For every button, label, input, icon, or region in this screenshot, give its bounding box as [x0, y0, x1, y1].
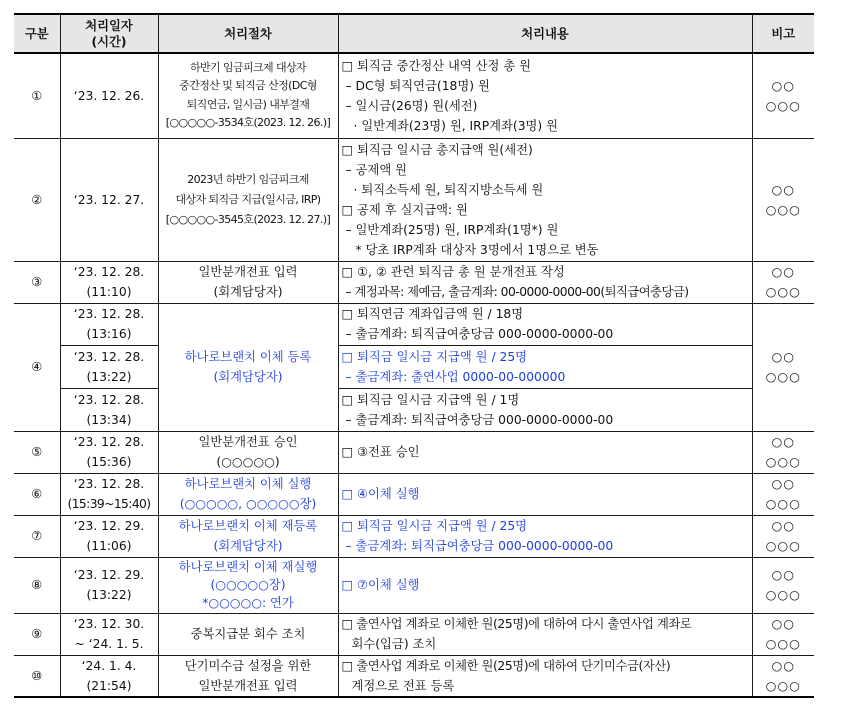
content-line: – DC형 퇴직연금(18명) 원: [345, 78, 490, 93]
date-line: (11:10): [86, 285, 132, 299]
row-number: ⑤: [14, 431, 60, 473]
row-date: [60, 303, 158, 345]
content-line: · 일반계좌(23명) 원, IRP계좌(3명) 원: [353, 118, 558, 133]
note-line: ○○○: [765, 455, 801, 469]
step-line: 하나로브랜치 이체 재등록: [178, 519, 318, 533]
date-line: (15:39~15:40): [67, 497, 151, 511]
note-line: ○○○: [765, 539, 801, 553]
table-row: [14, 138, 814, 261]
row-date: [60, 261, 158, 303]
row-step: [158, 431, 338, 473]
note-line: ○○: [771, 477, 795, 491]
note-line: ○○: [771, 435, 795, 449]
content-line: * 당초 IRP계좌 대상자 3명에서 1명으로 변동: [355, 242, 599, 257]
row-note: [752, 655, 814, 697]
row-note: [752, 303, 814, 431]
note-line: ○○: [771, 617, 795, 631]
content-line: 계정으로 전표 등록: [351, 678, 455, 693]
row-number: ⑥: [14, 473, 60, 515]
row-content: [338, 345, 752, 388]
header-date-line: 처리일자: [85, 18, 133, 33]
row-content: [338, 431, 752, 473]
step-line: 하나로브랜치 이체 등록: [184, 350, 312, 364]
step-line: (회계담당자): [213, 285, 283, 299]
step-line: 단기미수금 설정을 위한: [184, 658, 312, 673]
step-line: *○○○○○: 연가: [202, 596, 294, 610]
step-line: [○○○○○-3545호(2023. 12. 27.)]: [165, 212, 331, 226]
row-date: [60, 53, 158, 138]
header-no: 구분: [14, 14, 60, 53]
row-step: [158, 473, 338, 515]
content-line: □ ①, ② 관련 퇴직금 총 원 분개전표 작성: [341, 265, 565, 279]
table-row: [14, 473, 814, 515]
content-line: □ 퇴직금 일시금 총지급액 원(세전): [341, 142, 533, 157]
row-note: [752, 53, 814, 138]
date-line: ‘23. 12. 29.: [73, 519, 145, 533]
date-line: ‘24. 1. 4.: [81, 658, 137, 673]
table-row: [14, 613, 814, 655]
content-line: □ 출연사업 계좌로 이체한 원(25명)에 대하여 단기미수금(자산): [341, 658, 671, 673]
date-line: ~ ‘24. 1. 5.: [74, 637, 144, 651]
procedure-table: [14, 13, 814, 698]
content-line: □ 퇴직금 일시금 지급액 원 / 1명: [341, 392, 520, 407]
row-number: ⑧: [14, 557, 60, 613]
row-date: [60, 655, 158, 697]
content-line: □ 공제 후 실지급액: 원: [341, 202, 468, 217]
date-line: ‘23. 12. 28.: [73, 435, 145, 449]
row-number: ②: [14, 138, 60, 261]
content-line: □ ⑦이체 실행: [341, 578, 420, 592]
row-note: [752, 613, 814, 655]
content-line: □ 퇴직연금 계좌입금액 원 / 18명: [341, 307, 524, 321]
date-line: (13:22): [86, 588, 132, 602]
row-content: [338, 655, 752, 697]
content-line: – 출금계좌: 퇴직급여충당금 000-0000-0000-00: [345, 412, 614, 427]
step-line: 중간정산 및 퇴직금 산정(DC형: [179, 79, 317, 93]
row-content: [338, 557, 752, 613]
note-line: ○○: [771, 350, 795, 364]
content-line: – 출금계좌: 출연사업 0000-00-000000: [345, 369, 566, 384]
note-line: ○○: [771, 519, 795, 533]
date-line: ‘23. 12. 28.: [73, 392, 145, 407]
row-note: [752, 557, 814, 613]
step-line: 2023년 하반기 임금피크제: [187, 172, 309, 186]
header-note: 비고: [752, 14, 814, 53]
note-line: ○○: [771, 265, 795, 279]
content-line: □ 출연사업 계좌로 이체한 원(25명)에 대하여 다시 출연사업 계좌로: [341, 617, 692, 631]
note-line: ○○○: [765, 637, 801, 651]
row-number: ⑦: [14, 515, 60, 557]
date-line: ‘23. 12. 28.: [73, 477, 145, 491]
table-row: [14, 303, 814, 345]
row-step: [158, 138, 338, 261]
step-line: 중복지급분 회수 조치: [190, 627, 306, 641]
header-date-line: (시간): [91, 34, 127, 49]
header-date: [60, 14, 158, 53]
step-line: (○○○○○장): [210, 578, 286, 592]
date-line: (13:34): [86, 412, 132, 427]
row-content: [338, 303, 752, 345]
header-row: [14, 14, 814, 53]
row-content: [338, 261, 752, 303]
date-line: ‘23. 12. 27.: [73, 192, 145, 207]
content-line: □ 퇴직금 중간정산 내역 산정 총 원: [341, 58, 531, 73]
header-content: 처리내용: [338, 14, 752, 53]
date-line: ‘23. 12. 29.: [73, 568, 145, 582]
date-line: (13:22): [86, 369, 132, 384]
row-number: ④: [14, 303, 60, 431]
step-line: (회계담당자): [213, 539, 283, 553]
row-date: [60, 473, 158, 515]
date-line: (21:54): [86, 678, 132, 693]
row-date: [60, 557, 158, 613]
row-step: [158, 613, 338, 655]
row-content: [338, 53, 752, 138]
step-line: 대상자 퇴직금 지급(일시금, IRP): [175, 192, 321, 206]
table-row: [14, 557, 814, 613]
row-content: [338, 138, 752, 261]
row-content: [338, 388, 752, 431]
content-line: 회수(입금) 조치: [351, 637, 437, 651]
row-content: [338, 515, 752, 557]
note-line: ○○○: [765, 497, 801, 511]
date-line: ‘23. 12. 28.: [73, 349, 145, 364]
note-line: ○○: [771, 568, 795, 582]
row-note: [752, 138, 814, 261]
date-line: ‘23. 12. 28.: [73, 307, 145, 321]
note-line: ○○○: [765, 98, 801, 113]
content-line: □ ④이체 실행: [341, 487, 420, 501]
note-line: ○○○: [765, 678, 801, 693]
note-line: ○○: [771, 78, 795, 93]
content-line: – 출금계좌: 퇴직급여충당금 000-0000-0000-00: [345, 327, 614, 341]
table-row: [14, 345, 814, 388]
note-line: ○○○: [765, 285, 801, 299]
row-date: [60, 431, 158, 473]
step-line: 일반분개전표 승인: [198, 435, 298, 449]
row-step: [158, 557, 338, 613]
note-line: ○○○: [765, 202, 801, 217]
step-line: (○○○○○): [216, 455, 280, 469]
step-line: 일반분개전표 입력: [198, 678, 298, 693]
row-number: ⑨: [14, 613, 60, 655]
content-line: □ 퇴직금 일시금 지급액 원 / 25명: [341, 519, 528, 533]
row-date: [60, 515, 158, 557]
step-line: (회계담당자): [213, 370, 283, 384]
table-row: [14, 53, 814, 138]
date-line: (13:16): [86, 327, 132, 341]
row-step: [158, 53, 338, 138]
content-line: □ ③전표 승인: [341, 445, 420, 459]
content-line: – 일시금(26명) 원(세전): [345, 98, 478, 113]
date-line: (15:36): [86, 455, 132, 469]
table-row: [14, 431, 814, 473]
table-row: [14, 655, 814, 697]
row-number: ③: [14, 261, 60, 303]
content-line: – 공제액 원: [345, 162, 407, 177]
table-row: [14, 388, 814, 431]
row-step: [158, 303, 338, 431]
content-line: · 퇴직소득세 원, 퇴직지방소득세 원: [353, 182, 544, 197]
row-date: [60, 388, 158, 431]
note-line: ○○: [771, 182, 795, 197]
step-line: 퇴직연금, 일시금) 내부결재: [186, 97, 310, 111]
row-number: ⑩: [14, 655, 60, 697]
row-note: [752, 515, 814, 557]
note-line: ○○○: [765, 588, 801, 602]
row-number: ①: [14, 53, 60, 138]
step-line: [○○○○○-3534호(2023. 12. 26.)]: [165, 116, 331, 130]
date-line: ‘23. 12. 26.: [73, 88, 145, 103]
step-line: 하반기 임금피크제 대상자: [189, 60, 307, 74]
date-line: (11:06): [86, 539, 132, 553]
date-line: ‘23. 12. 28.: [73, 265, 145, 279]
table-row: [14, 261, 814, 303]
row-step: [158, 515, 338, 557]
content-line: – 일반계좌(25명) 원, IRP계좌(1명*) 원: [345, 222, 559, 237]
row-date: [60, 613, 158, 655]
content-line: – 출금계좌: 퇴직급여충당금 000-0000-0000-00: [345, 539, 614, 553]
note-line: ○○○: [765, 370, 801, 384]
header-step: 처리절차: [158, 14, 338, 53]
content-line: – 계정과목: 제예금, 출금계좌: 00-0000-0000-00(퇴직급여충당금): [345, 285, 689, 299]
row-date: [60, 138, 158, 261]
step-line: 하나로브랜치 이체 재실행: [178, 560, 318, 574]
step-line: 일반분개전표 입력: [198, 265, 298, 279]
row-note: [752, 431, 814, 473]
table-row: [14, 515, 814, 557]
row-date: [60, 345, 158, 388]
step-line: (○○○○○, ○○○○○장): [179, 497, 317, 511]
row-content: [338, 613, 752, 655]
row-step: [158, 261, 338, 303]
row-note: [752, 473, 814, 515]
date-line: ‘23. 12. 30.: [73, 617, 145, 631]
content-line: □ 퇴직금 일시금 지급액 원 / 25명: [341, 349, 528, 364]
row-content: [338, 473, 752, 515]
note-line: ○○: [771, 658, 795, 673]
step-line: 하나로브랜치 이체 실행: [184, 477, 312, 491]
row-step: [158, 655, 338, 697]
row-note: [752, 261, 814, 303]
